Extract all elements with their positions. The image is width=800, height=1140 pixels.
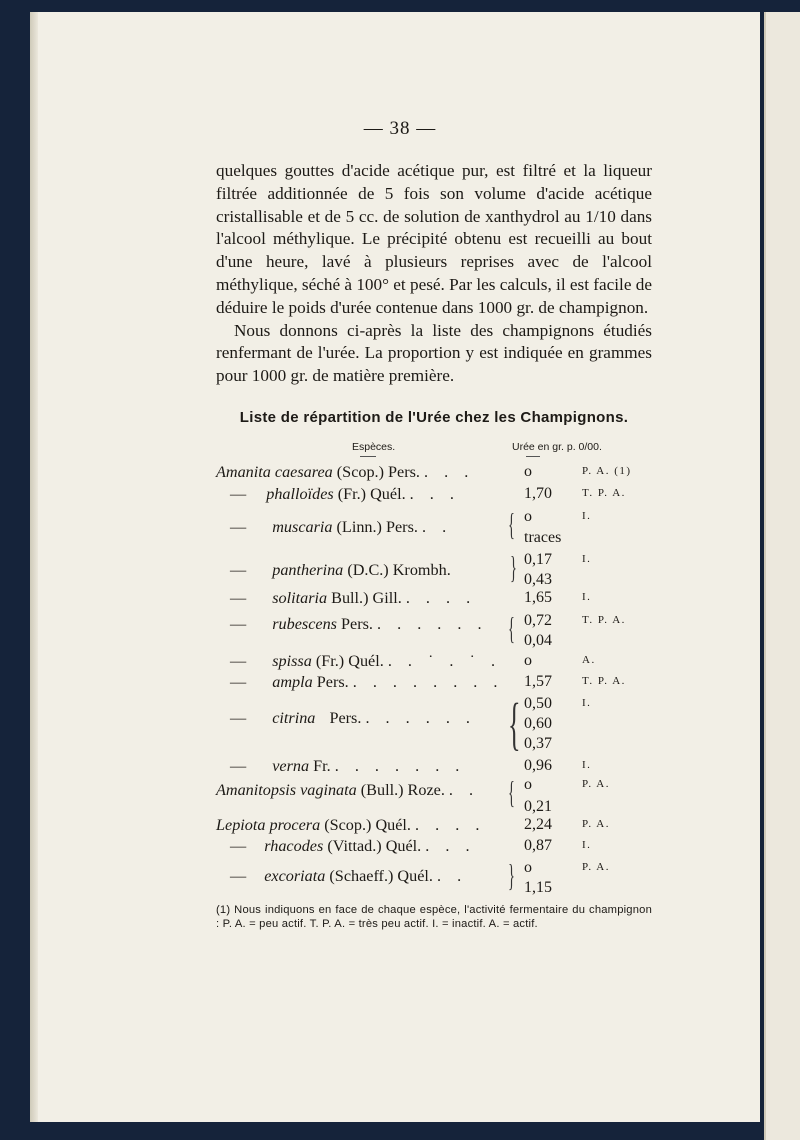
activity-code: I.: [582, 510, 592, 522]
table-row: [216, 776, 656, 818]
urea-value: 0,43: [524, 571, 552, 588]
species-name: — muscaria (Linn.) Pers. . .: [230, 518, 453, 536]
urea-value: o: [524, 463, 532, 480]
urea-value: 0,04: [524, 632, 552, 649]
urea-value: o: [524, 859, 532, 876]
urea-value: traces: [524, 529, 562, 546]
table-row: [216, 589, 656, 611]
table-title: Liste de répartition de l'Urée chez les Champignons.: [239, 409, 629, 426]
species-name: — citrina Pers. . . . . . .: [230, 709, 476, 727]
brace: {: [508, 506, 515, 542]
species-name: Amanita caesarea (Scop.) Pers. . . .: [216, 463, 475, 481]
table-row: [216, 485, 656, 507]
activity-code: P. A.: [582, 861, 610, 873]
urea-value: 0,96: [524, 757, 552, 774]
brace: {: [508, 610, 515, 646]
table-row: [216, 859, 656, 901]
brace: {: [508, 691, 521, 756]
activity-code: A.: [582, 654, 596, 666]
urea-value: 1,65: [524, 589, 552, 606]
paragraph-2: Nous donnons ci-après la liste des champignons étudiés renfermant de l'urée. La proportion y est indiquée en grammes pour 1000 gr. de matière première.: [216, 320, 652, 386]
body-text: [216, 160, 652, 388]
activity-code: I.: [582, 553, 592, 565]
table-row: [216, 673, 656, 695]
activity-code: I.: [582, 759, 592, 771]
species-name: — verna Fr. . . . . . . .: [230, 757, 466, 775]
table-row: [216, 837, 656, 859]
table-row: [216, 612, 656, 654]
footnote: (1) Nous indiquons en face de chaque espèce, l'activité fermentaire du champignon : P. A. = peu actif. T. P. A. = très peu actif. I. = inactif. A. = actif.: [216, 904, 652, 930]
species-name: — spissa (Fr.) Quél. . . ˙ . ˙ .: [230, 652, 502, 670]
urea-value: o: [524, 652, 532, 669]
species-name: — rubescens Pers. . . . . . .: [230, 615, 488, 633]
activity-code: I.: [582, 697, 592, 709]
urea-value: 1,70: [524, 485, 552, 502]
brace: }: [508, 857, 515, 893]
activity-code: P. A.: [582, 818, 610, 830]
column-header-especes: Espèces.: [352, 441, 396, 453]
activity-code: T. P. A.: [582, 614, 626, 626]
header-rule: [526, 456, 540, 457]
species-name: Amanitopsis vaginata (Bull.) Roze. . .: [216, 781, 480, 799]
activity-code: T. P. A.: [582, 487, 626, 499]
urea-value: 0,50: [524, 695, 552, 712]
species-name: — rhacodes (Vittad.) Quél. . . .: [230, 837, 476, 855]
activity-code: I.: [582, 591, 592, 603]
table-row: [216, 816, 656, 838]
urea-value: 0,17: [524, 551, 552, 568]
species-name: — pantherina (D.C.) Krombh.: [230, 561, 451, 579]
activity-code: P. A.: [582, 778, 610, 790]
column-header-uree: Urée en gr. p. 0/00.: [512, 441, 602, 453]
species-name: Lepiota procera (Scop.) Quél. . . . .: [216, 816, 486, 834]
urea-value: 1,15: [524, 879, 552, 896]
table-row: [216, 508, 656, 550]
activity-code: I.: [582, 839, 592, 851]
urea-value: 0,37: [524, 735, 552, 752]
urea-value: 2,24: [524, 816, 552, 833]
table-row: [216, 652, 656, 674]
urea-value: 0,21: [524, 798, 552, 815]
urea-value: 0,60: [524, 715, 552, 732]
table-row: [216, 691, 656, 759]
brace: {: [508, 774, 515, 810]
activity-code: P. A. (1): [582, 465, 632, 477]
species-name: — phalloïdes (Fr.) Quél. . . .: [230, 485, 460, 503]
species-name: — ampla Pers. . . . . . . . .: [230, 673, 504, 691]
species-name: — solitaria Bull.) Gill. . . . .: [230, 589, 477, 607]
urea-value: 1,57: [524, 673, 552, 690]
page-edge: [30, 12, 38, 1122]
brace: }: [510, 549, 517, 585]
species-name: — excoriata (Schaeff.) Quél. . .: [230, 867, 468, 885]
activity-code: T. P. A.: [582, 675, 626, 687]
urea-value: o: [524, 776, 532, 793]
table-row: [216, 551, 656, 593]
page-number: — 38 —: [363, 118, 437, 139]
table-row: [216, 463, 656, 485]
urea-value: 0,87: [524, 837, 552, 854]
next-page-edge: [764, 12, 800, 1140]
paragraph-1: quelques gouttes d'acide acétique pur, est filtré et la liqueur filtrée additionnée de 5 fois son volume d'acide acétique cristallisable et de 5 cc. de solution de xanthydrol au 1/10 dans l'alcool méthylique. Le précipité obtenu est recueilli au bout d'une heure, lavé à plusieurs reprises avec de l'alcool méthylique, séché à 100° et pesé. Par les calculs, il est facile de déduire le poids d'urée contenue dans 1000 gr. de champignon.: [216, 161, 652, 317]
urea-value: 0,72: [524, 612, 552, 629]
urea-value: o: [524, 508, 532, 525]
header-rule: [360, 456, 376, 457]
